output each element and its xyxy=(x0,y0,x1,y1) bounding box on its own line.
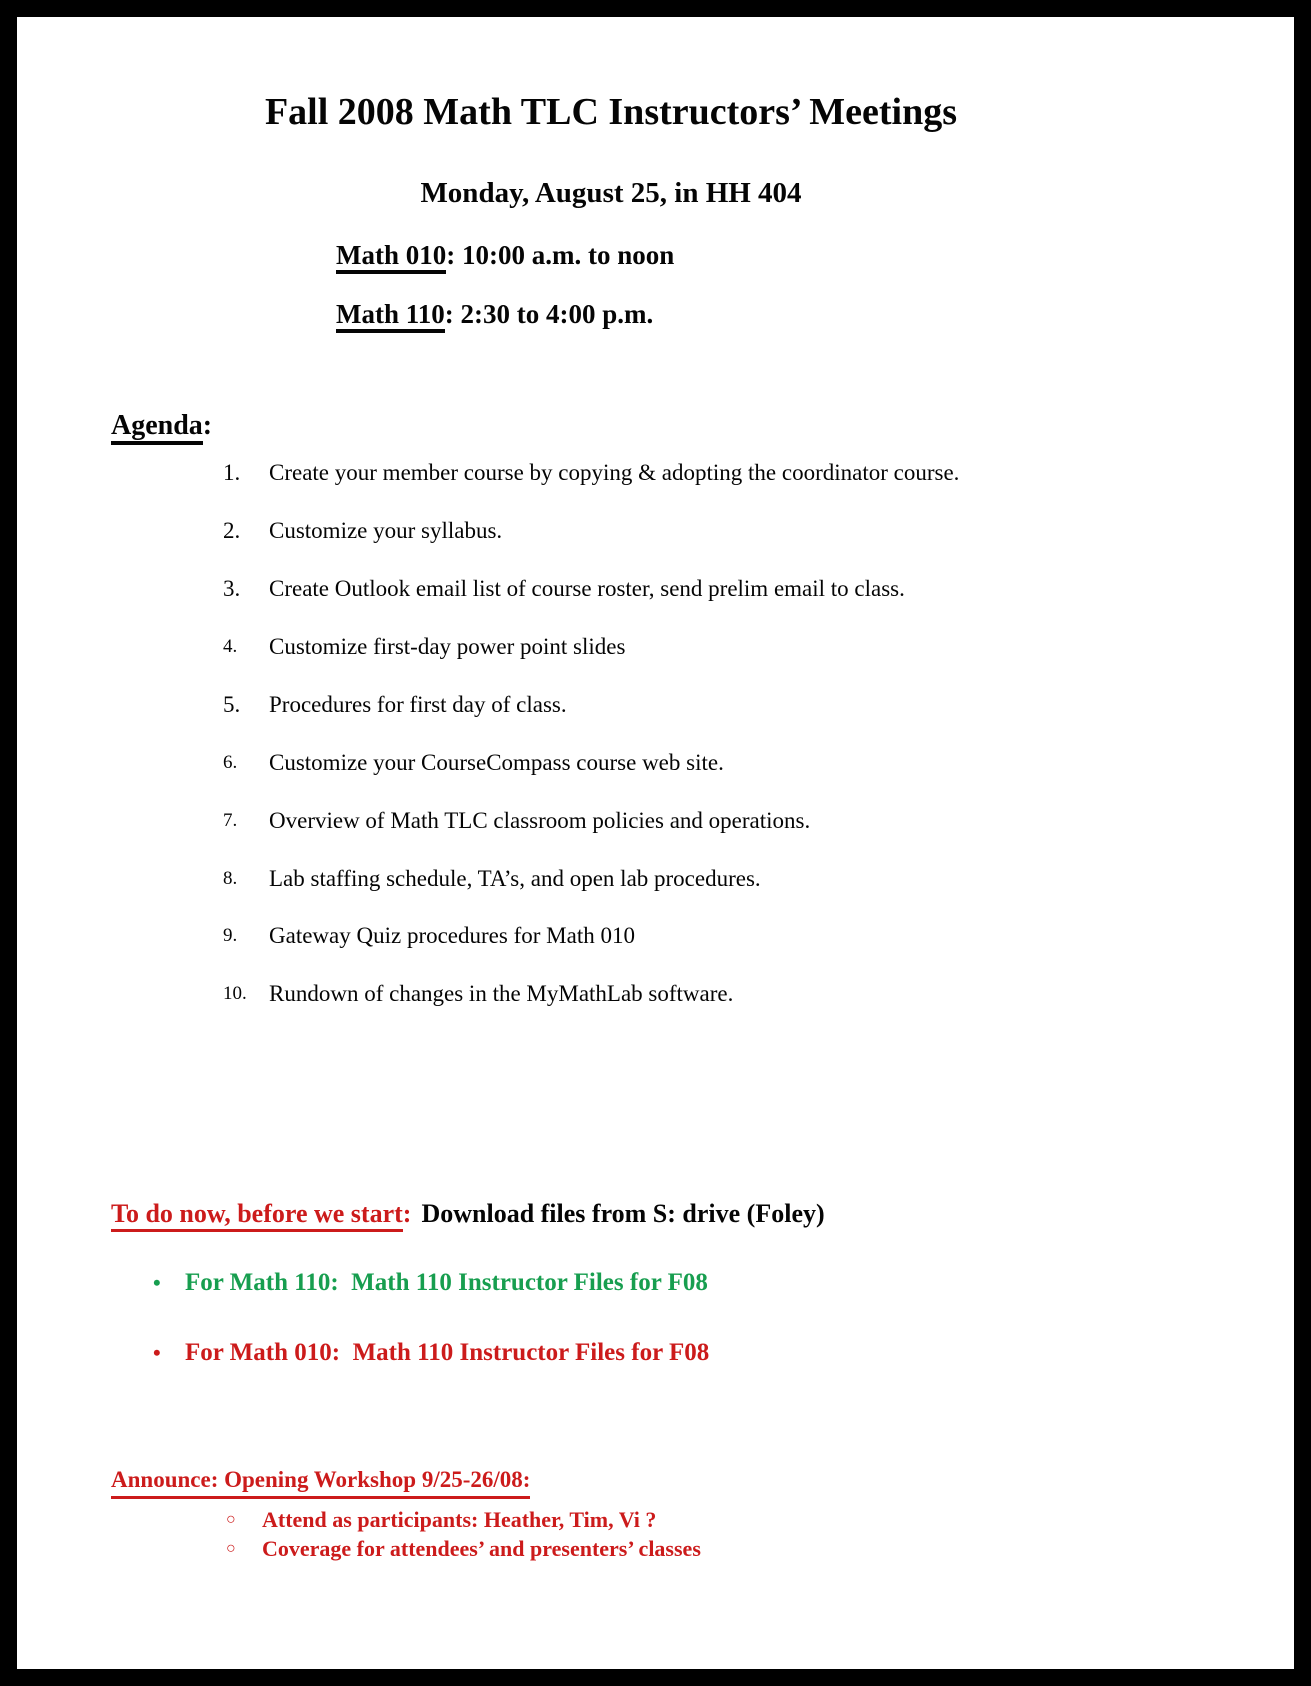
todo-bullet-math010 xyxy=(153,1337,1294,1370)
todo-label: To do now, before we start xyxy=(111,1199,403,1232)
agenda-item-4 xyxy=(223,632,1294,662)
agenda-heading-word: Agenda xyxy=(111,410,203,445)
agenda-item-8-text: Lab staffing schedule, TA’s, and open lab procedures. xyxy=(269,865,761,891)
agenda-item-2 xyxy=(223,516,1294,546)
announcement-item-2-text: Coverage for attendees’ and presenters’ classes xyxy=(262,1535,701,1561)
agenda-item-2-number: 2. xyxy=(223,518,241,544)
document-header xyxy=(17,89,1205,211)
agenda-item-7 xyxy=(223,806,1294,836)
agenda-item-9-number: 9. xyxy=(223,925,238,947)
announcement-item-1 xyxy=(226,1505,1294,1534)
session-math010-time: : 10:00 a.m. to noon xyxy=(446,239,675,270)
circle-bullet-icon: ○ xyxy=(226,1510,236,1528)
announcement-heading: Announce: Opening Workshop 9/25-26/08: xyxy=(111,1465,530,1499)
agenda-item-6 xyxy=(223,748,1294,778)
announcement-items xyxy=(111,1505,1294,1563)
meeting-date: Monday, August 25, in HH 404 xyxy=(420,176,802,209)
announcement-section xyxy=(111,1465,1294,1563)
session-math010 xyxy=(336,238,1294,273)
todo-bullet-math110 xyxy=(153,1267,1294,1300)
announcement-item-1-text: Attend as participants: Heather, Tim, Vi ? xyxy=(262,1506,657,1532)
agenda-item-5 xyxy=(223,690,1294,720)
agenda-heading-colon: : xyxy=(202,409,213,441)
agenda-item-7-text: Overview of Math TLC classroom policies and operations. xyxy=(269,807,811,833)
circle-bullet-icon: ○ xyxy=(226,1539,236,1557)
todo-bullet-math010-text: For Math 010: Math 110 Instructor Files for F08 xyxy=(185,1338,710,1366)
agenda-item-5-number: 5. xyxy=(223,691,241,717)
todo-label-colon: : xyxy=(402,1199,412,1229)
page-title: Fall 2008 Math TLC Instructors’ Meetings xyxy=(264,91,958,133)
session-math110 xyxy=(336,297,1294,332)
agenda-item-8 xyxy=(223,864,1294,894)
agenda-item-4-text: Customize first-day power point slides xyxy=(269,634,626,659)
agenda-item-7-number: 7. xyxy=(223,809,238,831)
agenda-item-3-text: Create Outlook email list of course roster, send prelim email to class. xyxy=(269,576,905,602)
session-times xyxy=(336,238,1294,332)
todo-heading-line xyxy=(111,1197,1294,1231)
bullet-dot-icon: • xyxy=(153,1339,161,1365)
agenda-item-10-number: 10. xyxy=(223,983,247,1005)
agenda-item-6-number: 6. xyxy=(223,751,238,773)
agenda-item-10-text: Rundown of changes in the MyMathLab software. xyxy=(269,981,734,1007)
agenda-item-1-number: 1. xyxy=(223,460,241,486)
agenda-item-9 xyxy=(223,921,1294,951)
todo-bullet-math110-text: For Math 110: Math 110 Instructor Files for F08 xyxy=(185,1269,708,1297)
agenda-item-1-text: Create your member course by copying & adopting the coordinator course. xyxy=(269,460,960,486)
announcement-heading-line xyxy=(111,1465,1294,1499)
session-math110-time: : 2:30 to 4:00 p.m. xyxy=(444,298,654,329)
agenda-list xyxy=(17,458,1294,1009)
agenda-item-9-text: Gateway Quiz procedures for Math 010 xyxy=(269,923,635,949)
agenda-item-3 xyxy=(223,574,1294,604)
agenda-item-3-number: 3. xyxy=(223,576,241,602)
agenda-item-5-text: Procedures for first day of class. xyxy=(269,691,567,717)
agenda-item-6-text: Customize your CourseCompass course web site. xyxy=(269,749,724,775)
announcement-item-2 xyxy=(226,1534,1294,1563)
agenda-item-10 xyxy=(223,979,1294,1009)
agenda-item-8-number: 8. xyxy=(223,867,238,889)
session-math110-course: Math 110 xyxy=(336,299,445,333)
agenda-heading xyxy=(111,408,1294,444)
bullet-dot-icon: • xyxy=(153,1270,161,1296)
page-content xyxy=(17,89,1294,1686)
agenda-item-2-text: Customize your syllabus. xyxy=(269,518,503,544)
session-math010-course: Math 010 xyxy=(336,240,446,274)
agenda-item-4-number: 4. xyxy=(223,636,238,657)
agenda-item-1 xyxy=(223,458,1294,488)
todo-instruction: Download files from S: drive (Foley) xyxy=(421,1199,825,1229)
